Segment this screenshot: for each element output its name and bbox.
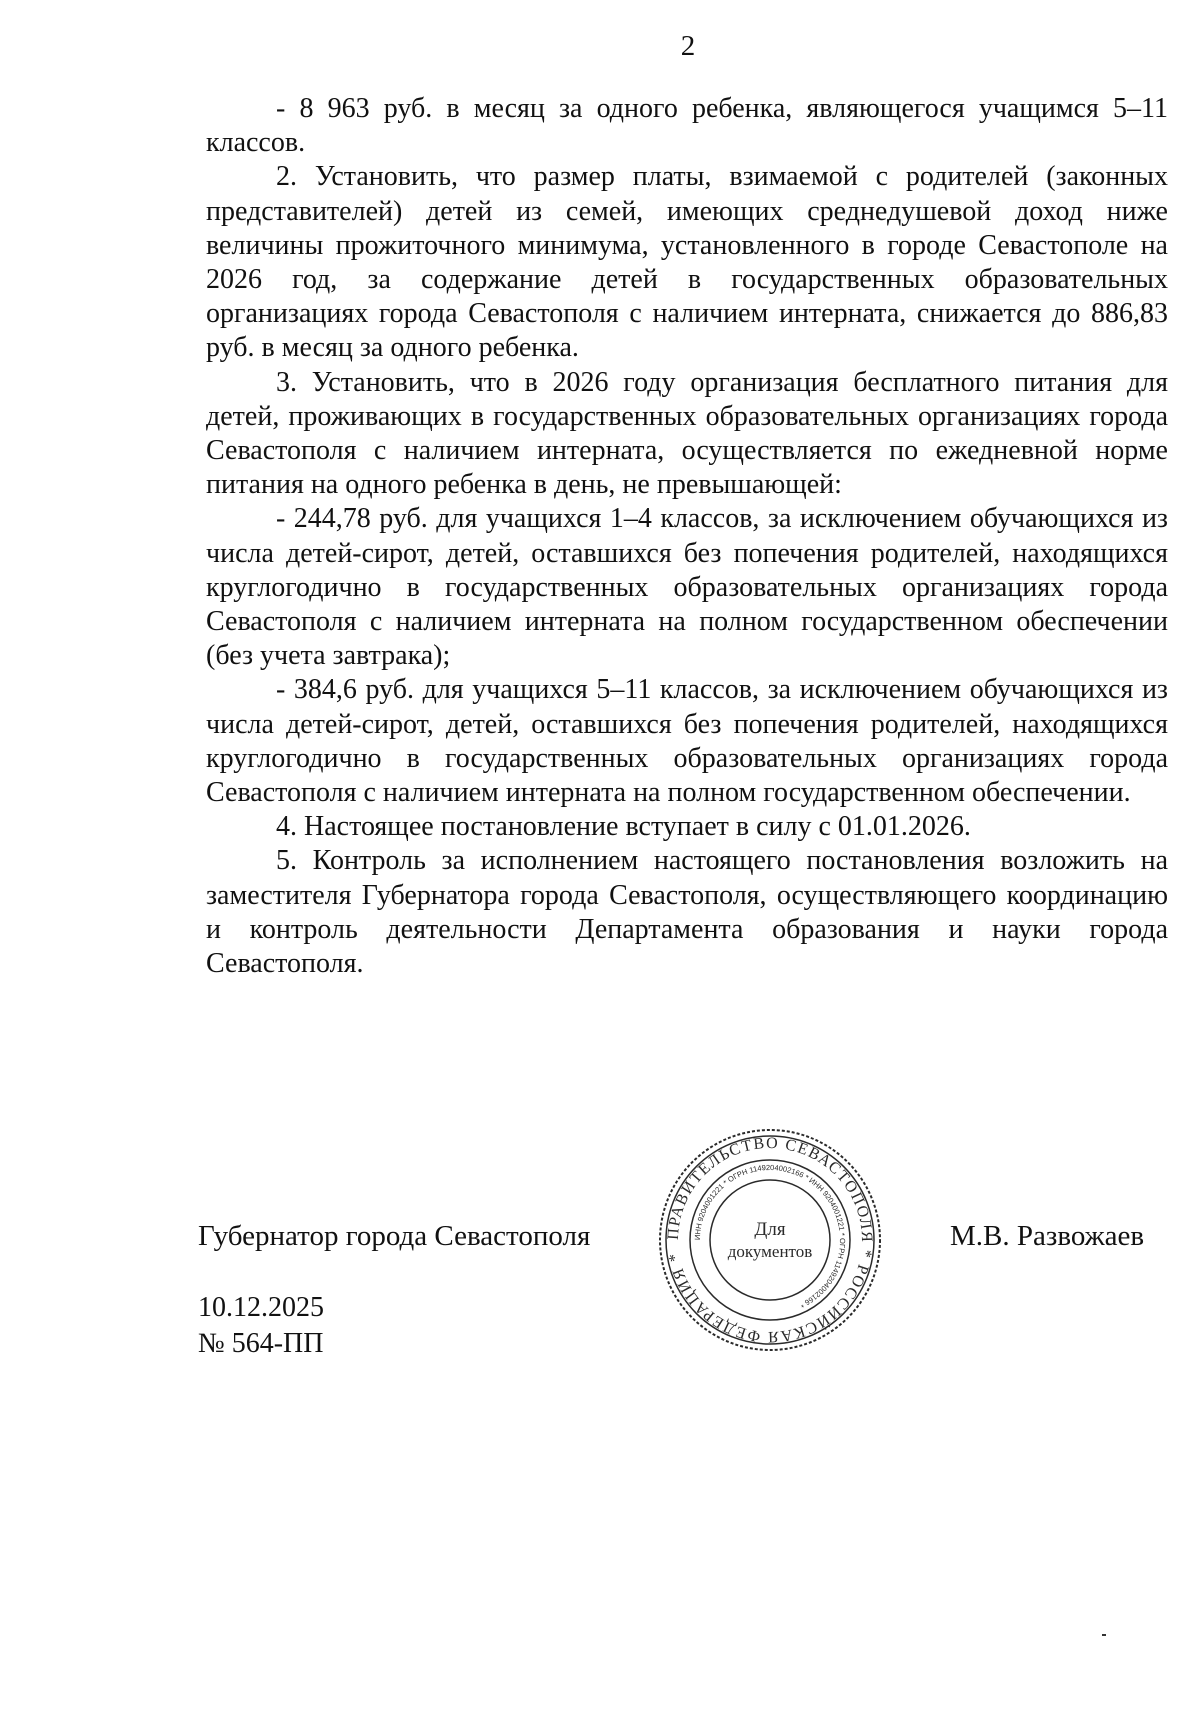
paragraph-item-3: 3. Установить, что в 2026 году организация бесплатного питания для детей, проживающих в государственных образовательных организациях города Севастополя с наличием интерната, осуществляется по ежедневной норме питания на одного ребенка в день, не превышающей:	[206, 366, 1168, 501]
official-seal-stamp	[655, 1125, 885, 1355]
paragraph-tariff-5-11: - 8 963 руб. в месяц за одного ребенка, являющегося учащимся 5–11 классов.	[206, 93, 1168, 159]
seal-inner-text: ИНН 9204001221 * ОГРН 1149204002166 * ИНН 9204001221 * ОГРН 1149204002166 *	[692, 1162, 848, 1310]
scan-speck	[1102, 1634, 1106, 1636]
seal-center-line-1: Для	[754, 1219, 786, 1240]
document-requisites	[198, 1290, 324, 1362]
document-body	[206, 92, 1168, 981]
document-date: 10.12.2025	[198, 1292, 324, 1323]
paragraph-item-4: 4. Настоящее постановление вступает в силу с 01.01.2026.	[276, 811, 971, 843]
seal-center-line-2: документов	[727, 1242, 813, 1261]
signatory-title: Губернатор города Севастополя	[198, 1220, 591, 1252]
paragraph-item-2: 2. Установить, что размер платы, взимаемой с родителей (законных представителей) детей из семей, имеющих среднедушевой доход ниже величины прожиточного минимума, установленного в городе Севастополе на 2026 год, за содержание детей в государственных образовательных организациях города Севастополя с наличием интерната, снижается до 886,83 руб. в месяц за одного ребенка.	[206, 161, 1168, 364]
page-number: 2	[680, 30, 696, 62]
paragraph-meal-5-11: - 384,6 руб. для учащихся 5–11 классов, за исключением обучающихся из числа детей-сирот, детей, оставшихся без попечения родителей, находящихся круглогодично в государственных образовательных организациях города Севастополя с наличием интерната на полном государственном обеспечении.	[206, 674, 1168, 809]
document-number: № 564-ПП	[198, 1328, 324, 1359]
signatory-name: М.В. Развожаев	[950, 1220, 1145, 1252]
paragraph-meal-1-4: - 244,78 руб. для учащихся 1–4 классов, за исключением обучающихся из числа детей-сирот, детей, оставшихся без попечения родителей, находящихся круглогодично в государственных образовательных организациях города Севастополя с наличием интерната на полном государственном обеспечении (без учета завтрака);	[206, 503, 1168, 672]
seal-outer-text: ПРАВИТЕЛЬСТВО СЕВАСТОПОЛЯ * РОССИЙСКАЯ ФЕДЕРАЦИЯ *	[664, 1134, 876, 1346]
paragraph-item-5: 5. Контроль за исполнением настоящего постановления возложить на заместителя Губернатора города Севастополя, осуществляющего координацию и контроль деятельности Департамента образования и науки города Севастополя.	[206, 845, 1168, 980]
